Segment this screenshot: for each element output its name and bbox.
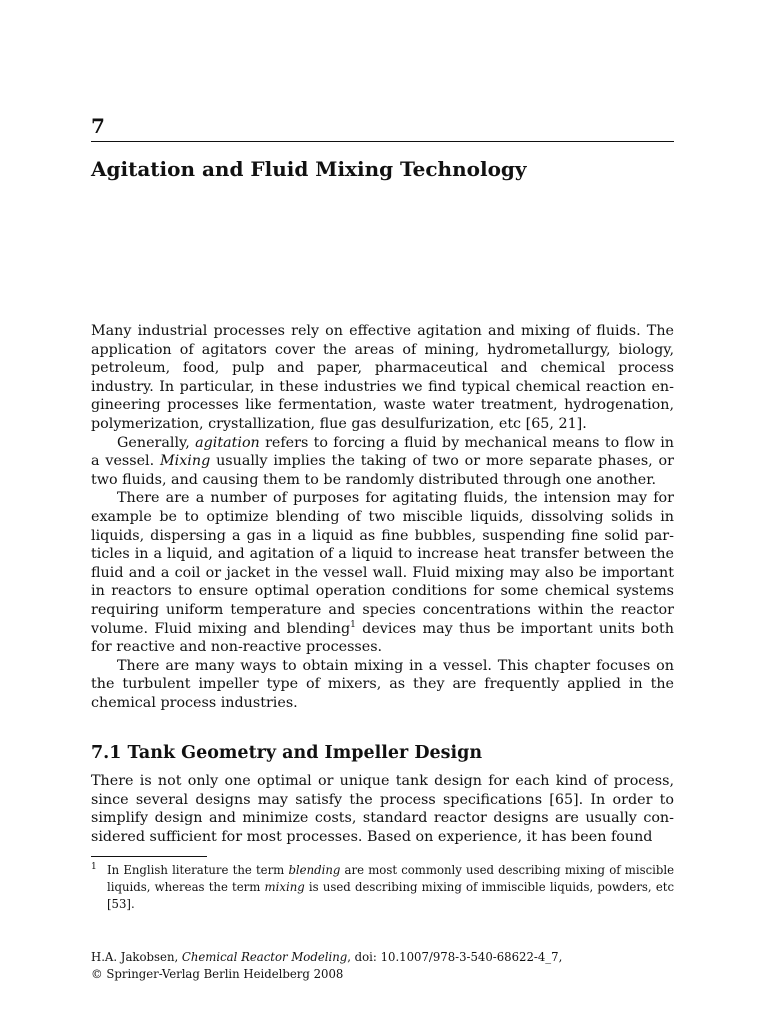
paragraph-3-text: There are a number of purposes for agitating fluids, the intension may for example be to optimize blending of two miscible liquids, dissolving solids in liquids, dispersing a gas in a liquid as fine bubbles, suspending fine solid particles in a liquid, and agitation of a liquid to increase heat transfer between the fluid and a coil or jacket in the vessel wall. Fluid mixing may also be important in reactors to ensure optimal operation conditions for some chemical systems requiring uniform temperature and species concentrations within the reactor volume. Fluid mixing and blending <box>91 490 674 637</box>
footnote-mark <box>91 862 107 879</box>
chapter-rule <box>91 141 674 142</box>
term-mixing: Mixing <box>160 453 211 470</box>
copyright-line: © Springer-Verlag Berlin Heidelberg 2008 <box>91 967 344 981</box>
chapter-body <box>91 322 674 712</box>
footnote <box>91 862 674 913</box>
term-agitation: agitation <box>195 434 260 451</box>
paragraph-2-text: usually implies the taking of two or more separate phases, or two fluids, and causing them to be randomly distributed through one another. <box>91 453 674 488</box>
citation-book: Chemical Reactor Modeling <box>181 950 348 964</box>
citation <box>91 949 674 983</box>
paragraph-4: There are many ways to obtain mixing in a vessel. This chapter focuses on the turbulent impeller type of mixers, as they are frequently applied in the chemical process industries. <box>91 657 674 711</box>
chapter-number: 7 <box>91 114 105 138</box>
footnote-text-part: is used describing mixing of immiscible liquids, powders, etc [53]. <box>107 880 675 911</box>
footnote-rule <box>91 856 207 857</box>
term-mixing-footnote: mixing <box>264 880 305 894</box>
chapter-title: Agitation and Fluid Mixing Technology <box>91 157 527 181</box>
paragraph-2-text: refers to forcing a fluid by mechanical means to flow in a vessel. <box>91 434 674 470</box>
footnote-number: 1 <box>91 862 97 873</box>
citation-author: H.A. Jakobsen, <box>91 950 182 964</box>
footnote-text-part: In English literature the term <box>107 863 289 877</box>
paragraph-2 <box>91 434 674 490</box>
footnote-text-part: are most commonly used describing mixing of miscible liquids, whereas the term <box>107 863 674 894</box>
citation-doi[interactable]: , doi: 10.1007/978-3-540-68622-4_7, <box>347 950 563 964</box>
section-heading: 7.1 Tank Geometry and Impeller Design <box>91 743 483 763</box>
term-blending: blending <box>288 863 341 877</box>
footnote-text <box>91 862 674 913</box>
paragraph-2-text: Generally, <box>117 434 196 451</box>
citation-line <box>91 949 674 966</box>
paragraph-1: Many industrial processes rely on effective agitation and mixing of fluids. The application of agitators cover the areas of mining, hydrometallurgy, biology, petroleum, food, pulp and paper, pharmaceutical and chemical process industry. In particular, in these industries we find typical chemical reaction engineering processes like fermentation, waste water treatment, hydrogenation, polymerization, crystallization, flue gas desulfurization, etc [65, 21]. <box>91 323 674 432</box>
paragraph-3 <box>91 489 674 656</box>
section-paragraph: There is not only one optimal or unique tank design for each kind of process, since several designs may satisfy the process specifications [65]. In order to simplify design and minimize costs, standard reactor designs are usually considered sufficient for most processes. Based on experience, it has been found <box>91 773 674 845</box>
footnote-reference[interactable]: 1 <box>350 619 356 630</box>
section-body <box>91 772 674 846</box>
paragraph-3-text: devices may thus be important units both for reactive and non-reactive processes. <box>91 620 674 656</box>
